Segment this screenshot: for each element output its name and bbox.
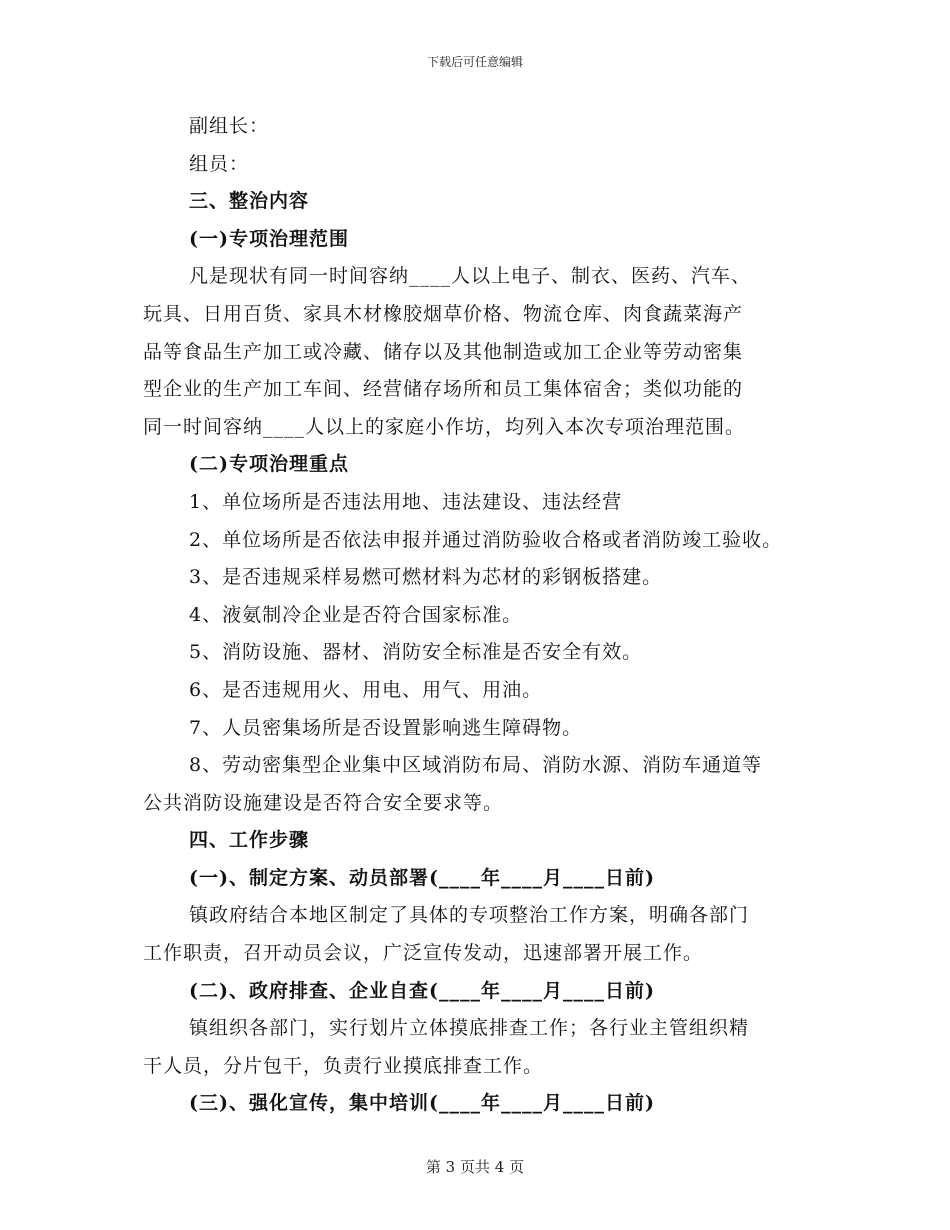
section-heading: 四、工作步骤 xyxy=(189,829,310,852)
paragraph-line: 4、液氨制冷企业是否符合国家标准。 xyxy=(189,603,523,626)
section-heading: (三)、强化宣传，集中培训(____年____月____日前) xyxy=(189,1092,655,1115)
document-body xyxy=(143,108,833,1123)
paragraph-line: 7、人员密集场所是否设置影响逃生障碍物。 xyxy=(189,716,583,739)
paragraph-line: 公共消防设施建设是否符合安全要求等。 xyxy=(143,791,504,814)
paragraph-line: 8、劳动密集型企业集中区域消防布局、消防水源、消防车通道等 xyxy=(189,754,763,777)
paragraph-line: 5、消防设施、器材、消防安全标准是否安全有效。 xyxy=(189,641,643,664)
paragraph-line: 干人员，分片包干，负责行业摸底排查工作。 xyxy=(143,1054,544,1077)
page-header: 下载后可任意编辑 xyxy=(426,55,523,69)
paragraph-line: 工作职责，召开动员会议，广泛宣传发动，迅速部署开展工作。 xyxy=(143,942,704,965)
paragraph-line: 2、单位场所是否依法申报并通过消防验收合格或者消防竣工验收。 xyxy=(189,528,783,551)
paragraph-line: 组员： xyxy=(189,152,250,175)
section-heading: (一)、制定方案、动员部署(____年____月____日前) xyxy=(189,866,655,889)
paragraph-line: 镇政府结合本地区制定了具体的专项整治工作方案，明确各部门 xyxy=(189,904,750,927)
paragraph-line: 镇组织各部门，实行划片立体摸底排查工作；各行业主管组织精 xyxy=(189,1017,750,1040)
paragraph-line: 凡是现状有同一时间容纳____人以上电子、制衣、医药、汽车、 xyxy=(189,265,752,288)
paragraph-line: 品等食品生产加工或冷藏、储存以及其他制造或加工企业等劳动密集 xyxy=(143,340,744,363)
paragraph-line: 3、是否违规采样易燃可燃材料为芯材的彩钢板搭建。 xyxy=(189,566,663,589)
page-number: 第 3 页共 4 页 xyxy=(425,1158,525,1176)
paragraph-line: 副组长： xyxy=(189,115,270,137)
paragraph-line: 玩具、日用百货、家具木材橡胶烟草价格、物流仓库、肉食蔬菜海产 xyxy=(143,302,744,325)
paragraph-line: 1、单位场所是否违法用地、违法建设、违法经营 xyxy=(189,490,623,513)
paragraph-line: 同一时间容纳____人以上的家庭小作坊，均列入本次专项治理范围。 xyxy=(143,415,746,438)
paragraph-line: 型企业的生产加工车间、经营储存场所和员工集体宿舍；类似功能的 xyxy=(143,378,744,401)
paragraph-line: 6、是否违规用火、用电、用气、用油。 xyxy=(189,678,543,701)
section-heading: 三、整治内容 xyxy=(189,190,310,213)
section-heading: (一)专项治理范围 xyxy=(189,227,349,250)
section-heading: (二)专项治理重点 xyxy=(189,453,349,476)
section-heading: (二)、政府排查、企业自查(____年____月____日前) xyxy=(189,979,655,1002)
